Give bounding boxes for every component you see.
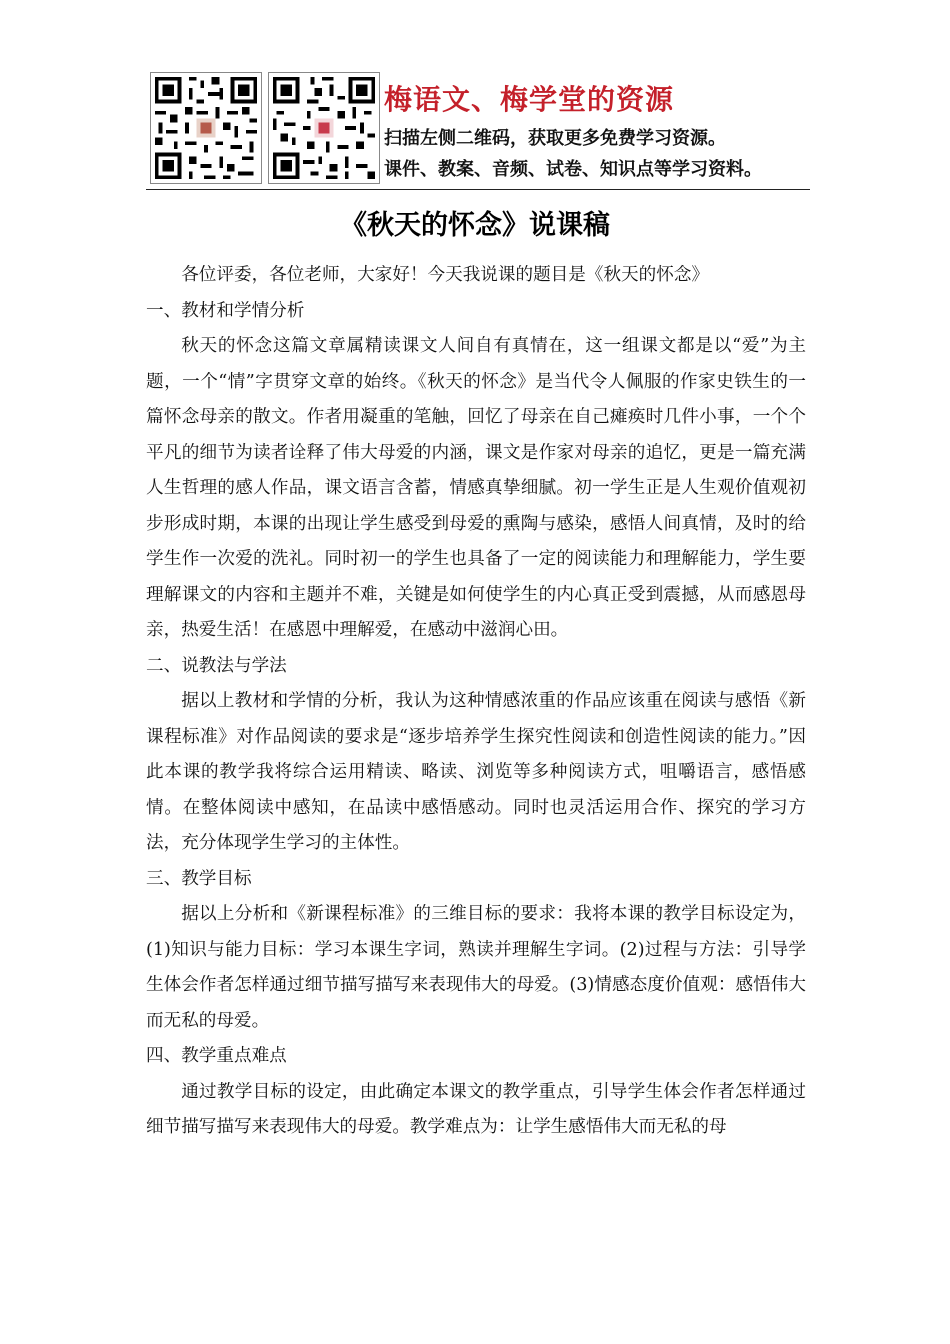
section-heading-1: 一、教材和学情分析 [146, 300, 305, 321]
qr-code-right-graphic [269, 73, 379, 183]
header-divider [146, 189, 810, 190]
section-heading-2: 二、说教法与学法 [146, 655, 287, 676]
tagline-resources: 课件、教案、音频、试卷、知识点等学习资料。 [384, 159, 762, 180]
tagline-scan-qr: 扫描左侧二维码，获取更多免费学习资源。 [384, 128, 726, 149]
qr-code-icon [268, 72, 380, 184]
paragraph-objectives: 据以上分析和《新课程标准》的三维目标的要求：我将本课的教学目标设定为，(1)知识与能力目标：学习本课生字词，熟读并理解生字词。(2)过程与方法：引导学生体会作者怎样通过细节描写描写来表现伟大的母爱。(3)情感态度价值观：感悟伟大而无私的母爱。 [146, 904, 806, 1031]
document-body [146, 258, 806, 1146]
qr-code-icon [150, 72, 262, 184]
document-title: 《秋天的怀念》说课稿 [340, 210, 610, 241]
qr-code-left-graphic [151, 73, 261, 183]
section-heading-4: 四、教学重点难点 [146, 1046, 287, 1066]
section-heading-3: 三、教学目标 [146, 868, 252, 889]
brand-title: 梅语文、梅学堂的资源 [384, 83, 675, 116]
paragraph-methods: 据以上教材和学情的分析，我认为这种情感浓重的作品应该重在阅读与感悟《新课程标准》对作品阅读的要求是“逐步培养学生探究性阅读和创造性阅读的能力。”因此本课的教学我将综合运用精读、略读、浏览等多种阅读方式，咀嚼语言，感悟感情。在整体阅读中感知，在品读中感悟感动。同时也灵活运用合作、探究的学习方法，充分体现学生学习的主体性。 [146, 691, 806, 853]
header-banner [146, 72, 810, 188]
paragraph-greeting: 各位评委，各位老师，大家好！今天我说课的题目是《秋天的怀念》 [181, 265, 710, 285]
paragraph-analysis: 秋天的怀念这篇文章属精读课文人间自有真情在，这一组课文都是以“爱”为主题，一个“情”字贯穿文章的始终。《秋天的怀念》是当代令人佩服的作家史铁生的一篇怀念母亲的散文。作者用凝重的笔触，回忆了母亲在自己瘫痪时几件小事，一个个平凡的细节为读者诠释了伟大母爱的内涵，课文是作家对母亲的追忆，更是一篇充满人生哲理的感人作品，课文语言含蓄，情感真挚细腻。初一学生正是人生观价值观初步形成时期，本课的出现让学生感受到母爱的熏陶与感染，感悟人间真情，及时的给学生作一次爱的洗礼。同时初一的学生也具备了一定的阅读能力和理解能力，学生要理解课文的内容和主题并不难，关键是如何使学生的内心真正受到震撼，从而感恩母亲，热爱生活！在感恩中理解爱，在感动中滋润心田。 [146, 336, 806, 640]
paragraph-key-points: 通过教学目标的设定，由此确定本课文的教学重点，引导学生体会作者怎样通过细节描写描写来表现伟大的母爱。教学难点为：让学生感悟伟大而无私的母 [146, 1081, 806, 1137]
